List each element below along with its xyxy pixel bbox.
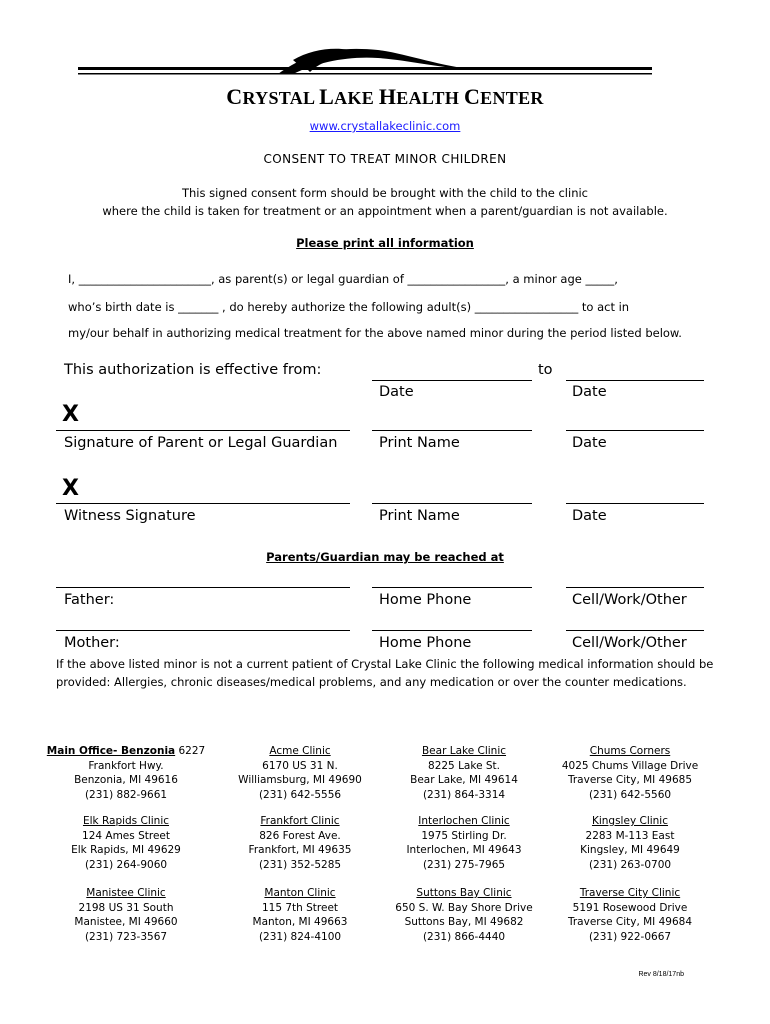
clinic-detail: Interlochen, MI 49643 [406, 844, 522, 856]
witness-signature-line[interactable] [56, 503, 350, 504]
clinic-detail: 2283 M-113 East [585, 829, 675, 842]
clinic-detail: Manton, MI 49663 [252, 916, 348, 928]
parent-date-label: Date [572, 435, 607, 451]
clinic-detail: (231) 264-9060 [84, 858, 168, 871]
mother-label: Mother: [64, 635, 120, 651]
clinic-name: Manton Clinic [264, 887, 336, 899]
father-cell-label: Cell/Work/Other [572, 592, 687, 608]
guardian-statement-line-2: who’s birth date is _______ , do hereby authorize the following adult(s) __________________ to act in [68, 300, 630, 314]
clinic-detail: 8225 Lake St. [428, 759, 500, 772]
clinic-detail: Traverse City, MI 49684 [567, 916, 693, 928]
clinic-detail: (231) 866-4440 [422, 930, 506, 943]
clinic-entry [41, 886, 211, 944]
medical-info-notice: If the above listed minor is not a current patient of Crystal Lake Clinic the following medical information should be provided: Allergies, chronic diseases/medical problems, and any medication or over the counter medications. [56, 657, 714, 689]
clinic-detail: Frankfort, MI 49635 [248, 844, 352, 856]
clinic-detail: (231) 352-5285 [258, 858, 342, 871]
clinic-name: Traverse City Clinic [579, 887, 681, 899]
clinic-detail: (231) 882-9661 [84, 788, 168, 801]
clinic-entry [545, 744, 715, 802]
father-home-phone-line[interactable] [372, 587, 532, 588]
clinic-name: Manistee Clinic [86, 887, 166, 899]
clinic-entry [215, 744, 385, 802]
clinic-entry [379, 814, 549, 872]
parent-signature-label: Signature of Parent or Legal Guardian [64, 435, 338, 451]
parent-print-name-line[interactable] [372, 430, 532, 431]
witness-x-mark: X [62, 476, 79, 501]
clinic-name: Main Office- Benzonia [46, 745, 176, 757]
clinic-name: Bear Lake Clinic [421, 745, 507, 757]
clinic-detail: 4025 Chums Village Drive [561, 759, 699, 772]
clinic-detail: Frankfort Hwy. [88, 759, 164, 772]
clinic-name: Elk Rapids Clinic [82, 815, 170, 827]
witness-print-name-line[interactable] [372, 503, 532, 504]
clinic-detail: 650 S. W. Bay Shore Drive [395, 901, 533, 914]
clinic-detail: (231) 642-5560 [588, 788, 672, 801]
signature-x-mark: X [62, 402, 79, 427]
clinic-entry [215, 886, 385, 944]
clinic-entry [379, 886, 549, 944]
parent-signature-line[interactable] [56, 430, 350, 431]
clinic-detail: Kingsley, MI 49649 [580, 844, 680, 856]
parent-date-line[interactable] [566, 430, 704, 431]
clinic-detail: (231) 263-0700 [588, 858, 672, 871]
clinic-name: Acme Clinic [269, 745, 331, 757]
mother-name-line[interactable] [56, 630, 350, 631]
clinic-name: Frankfort Clinic [260, 815, 340, 827]
clinic-detail: 826 Forest Ave. [259, 829, 341, 842]
clinic-detail: (231) 723-3567 [84, 930, 168, 943]
clinic-detail: Suttons Bay, MI 49682 [404, 916, 524, 928]
father-label: Father: [64, 592, 115, 608]
clinic-entry [379, 744, 549, 802]
clinic-entry [41, 814, 211, 872]
clinic-entry [545, 814, 715, 872]
clinic-detail: 5191 Rosewood Drive [572, 901, 688, 914]
guardian-statement-line-1: I, _______________________, as parent(s) or legal guardian of _________________, a minor age _____, [68, 272, 618, 286]
clinic-detail: Williamsburg, MI 49690 [238, 774, 362, 786]
reach-heading: Parents/Guardian may be reached at [266, 550, 504, 564]
clinic-entry [545, 886, 715, 944]
clinic-detail: Bear Lake, MI 49614 [410, 774, 518, 786]
witness-date-label: Date [572, 508, 607, 524]
parent-print-name-label: Print Name [379, 435, 460, 451]
clinic-entry [41, 744, 211, 802]
clinic-name: Interlochen Clinic [418, 815, 510, 827]
clinic-detail: (231) 824-4100 [258, 930, 342, 943]
clinic-detail: (231) 922-0667 [588, 930, 672, 943]
organization-name: CRYSTAL LAKE HEALTH CENTER [226, 84, 544, 109]
clinic-detail: 6170 US 31 N. [262, 759, 338, 772]
intro-line-1: This signed consent form should be brought with the child to the clinic [181, 186, 589, 200]
print-instruction: Please print all information [296, 236, 474, 250]
form-title: CONSENT TO TREAT MINOR CHILDREN [263, 152, 507, 166]
clinic-detail: 1975 Stirling Dr. [421, 829, 507, 842]
intro-line-2: where the child is taken for treatment or an appointment when a parent/guardian is not available. [102, 204, 668, 218]
mother-cell-label: Cell/Work/Other [572, 635, 687, 651]
clinic-detail: (231) 275-7965 [422, 858, 506, 871]
mother-cell-line[interactable] [566, 630, 704, 631]
clinic-detail: (231) 864-3314 [422, 788, 506, 801]
start-date-label: Date [379, 384, 414, 400]
witness-print-name-label: Print Name [379, 508, 460, 524]
mother-home-phone-line[interactable] [372, 630, 532, 631]
father-cell-line[interactable] [566, 587, 704, 588]
clinic-name: Chums Corners [589, 745, 671, 757]
father-home-phone-label: Home Phone [379, 592, 472, 608]
mother-home-phone-label: Home Phone [379, 635, 472, 651]
clinic-detail: Benzonia, MI 49616 [74, 774, 178, 786]
website-link[interactable]: www.crystallakeclinic.com [309, 119, 461, 133]
end-date-label: Date [572, 384, 607, 400]
father-name-line[interactable] [56, 587, 350, 588]
intro-text [0, 184, 770, 220]
witness-date-line[interactable] [566, 503, 704, 504]
clinic-address-number: 6227 [175, 745, 206, 757]
clinic-detail: Elk Rapids, MI 49629 [71, 844, 181, 856]
clinic-name: Kingsley Clinic [591, 815, 669, 827]
end-date-line[interactable] [566, 380, 704, 381]
guardian-statement-line-3: my/our behalf in authorizing medical treatment for the above named minor during the period listed below. [68, 326, 682, 340]
clinic-detail: Traverse City, MI 49685 [567, 774, 693, 786]
to-label: to [538, 362, 553, 378]
witness-signature-label: Witness Signature [64, 508, 196, 524]
clinic-detail: (231) 642-5556 [258, 788, 342, 801]
clinic-detail: 124 Ames Street [82, 829, 170, 842]
clinic-detail: 115 7th Street [261, 901, 339, 914]
clinic-name: Suttons Bay Clinic [416, 887, 512, 899]
revision-note: Rev 8/18/17nb [638, 971, 684, 978]
clinic-entry [215, 814, 385, 872]
start-date-line[interactable] [372, 380, 532, 381]
authorization-label: This authorization is effective from: [64, 362, 322, 378]
crystal-lake-logo [78, 44, 652, 84]
clinic-detail: Manistee, MI 49660 [74, 916, 178, 928]
clinic-detail: 2198 US 31 South [78, 901, 174, 914]
